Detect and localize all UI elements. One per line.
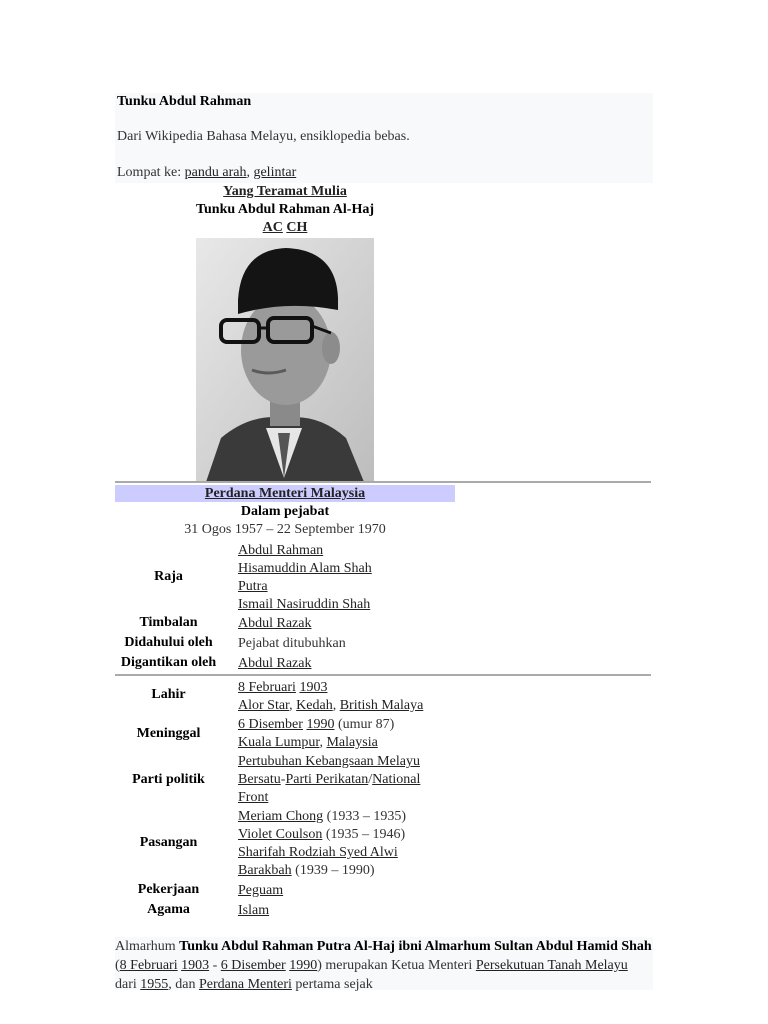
raja-link[interactable]: Putra: [238, 579, 268, 594]
occupation-label: Pekerjaan: [137, 882, 200, 897]
post-nominal-ch-link[interactable]: CH: [286, 220, 308, 235]
in-office-label: Dalam pejabat: [240, 504, 330, 519]
intro-link[interactable]: 1955: [140, 977, 169, 992]
navigation-link[interactable]: pandu arah: [184, 165, 247, 180]
search-link[interactable]: gelintar: [253, 165, 297, 180]
intro-link[interactable]: Perdana Menteri: [198, 977, 292, 992]
party-link[interactable]: Pertubuhan Kebangsaan Melayu: [238, 754, 420, 769]
died-label: Meninggal: [136, 726, 201, 741]
died-place-link[interactable]: Malaysia: [326, 735, 378, 750]
succeeded-label: Digantikan oleh: [120, 655, 217, 670]
infobox-divider: [115, 481, 651, 483]
intro-bold-name: Tunku Abdul Rahman Putra Al-Haj ibni Almarhum Sultan Abdul Hamid Shah: [179, 939, 652, 954]
raja-link[interactable]: Hisamuddin Alam Shah: [238, 561, 372, 576]
infobox-divider: [115, 674, 651, 676]
page-title: Tunku Abdul Rahman: [117, 94, 252, 109]
spouse-years: (1935 – 1946): [322, 827, 406, 842]
party-link[interactable]: National: [372, 772, 421, 787]
died-day-link[interactable]: 6 Disember: [238, 717, 303, 732]
intro-text: -: [209, 958, 221, 973]
jump-to-bar: [117, 165, 296, 181]
intro-text: ) merupakan Ketua Menteri: [317, 958, 476, 973]
intro-paragraph: [115, 937, 653, 994]
born-year-link[interactable]: 1903: [299, 680, 328, 695]
died-year-link[interactable]: 1990: [306, 717, 335, 732]
intro-link[interactable]: Persekutuan Tanah Melayu: [475, 958, 628, 973]
occupation-link[interactable]: Peguam: [238, 883, 284, 898]
raja-link[interactable]: Ismail Nasiruddin Shah: [238, 597, 371, 612]
party-link[interactable]: Bersatu: [238, 772, 281, 787]
spouse-link[interactable]: Violet Coulson: [238, 827, 323, 842]
died-place-link[interactable]: Kuala Lumpur: [238, 735, 320, 750]
intro-text: Almarhum: [115, 939, 180, 954]
religion-link[interactable]: Islam: [238, 903, 270, 918]
party-label: Parti politik: [132, 772, 205, 787]
intro-text: (: [115, 958, 120, 973]
preceded-label: Didahului oleh: [124, 635, 213, 650]
raja-list: [238, 542, 458, 614]
died-age: (umur 87): [334, 717, 395, 732]
intro-link[interactable]: 8 Februari: [119, 958, 178, 973]
born-label: Lahir: [151, 687, 186, 702]
office-heading: [115, 485, 455, 502]
intro-text: pertama sejak: [291, 977, 373, 992]
succeeded-link[interactable]: Abdul Razak: [238, 656, 312, 671]
religion-label: Agama: [147, 902, 190, 917]
jump-separator: ,: [246, 165, 254, 180]
jump-prefix: Lompat ke:: [117, 165, 185, 180]
intro-link[interactable]: 6 Disember: [220, 958, 286, 973]
term-dates: 31 Ogos 1957 – 22 September 1970: [184, 522, 386, 537]
site-subtitle: Dari Wikipedia Bahasa Melayu, ensiklopedia bebas.: [117, 129, 410, 144]
spouse-years: (1939 – 1990): [291, 863, 375, 878]
preceded-value: Pejabat ditubuhkan: [238, 636, 346, 651]
office-link[interactable]: Perdana Menteri Malaysia: [204, 486, 366, 501]
spouse-value: [238, 808, 458, 880]
honorific-text[interactable]: Yang Teramat Mulia: [223, 184, 347, 199]
spouse-years: (1933 – 1935): [323, 809, 406, 824]
born-place-link[interactable]: British Malaya: [339, 698, 424, 713]
raja-link[interactable]: Abdul Rahman: [238, 543, 324, 558]
spouse-link[interactable]: Sharifah Rodziah Syed Alwi: [238, 845, 398, 860]
intro-link[interactable]: 1990: [289, 958, 318, 973]
intro-text: , dan: [168, 977, 199, 992]
deputy-link[interactable]: Abdul Razak: [238, 616, 312, 631]
intro-link[interactable]: 1903: [181, 958, 210, 973]
portrait-photo[interactable]: [196, 238, 374, 482]
intro-text: dari: [115, 977, 141, 992]
spouse-label: Pasangan: [139, 835, 198, 850]
born-place-link[interactable]: Kedah: [296, 698, 333, 713]
died-value: 6 Disember 1990 (umur 87) Kuala Lumpur, Malaysia: [238, 717, 395, 750]
post-nominals: [115, 220, 455, 236]
spouse-link[interactable]: Barakbah: [238, 863, 292, 878]
born-value: 8 Februari 1903 Alor Star, Kedah, British Malaya: [238, 680, 424, 713]
infobox-name: Tunku Abdul Rahman Al-Haj: [195, 202, 375, 217]
raja-label: Raja: [154, 569, 183, 584]
portrait-illustration: [196, 238, 374, 482]
post-nominal-ac-link[interactable]: AC: [262, 220, 283, 235]
born-place-link[interactable]: Alor Star: [238, 698, 290, 713]
party-link[interactable]: Parti Perikatan: [285, 772, 369, 787]
spouse-link[interactable]: Meriam Chong: [238, 809, 324, 824]
born-day-link[interactable]: 8 Februari: [238, 680, 296, 695]
party-link[interactable]: Front: [238, 790, 269, 805]
honorific-link[interactable]: [115, 184, 455, 200]
party-value: Pertubuhan Kebangsaan Melayu Bersatu-Parti Perikatan/National Front: [238, 754, 421, 805]
deputy-label: Timbalan: [139, 615, 198, 630]
